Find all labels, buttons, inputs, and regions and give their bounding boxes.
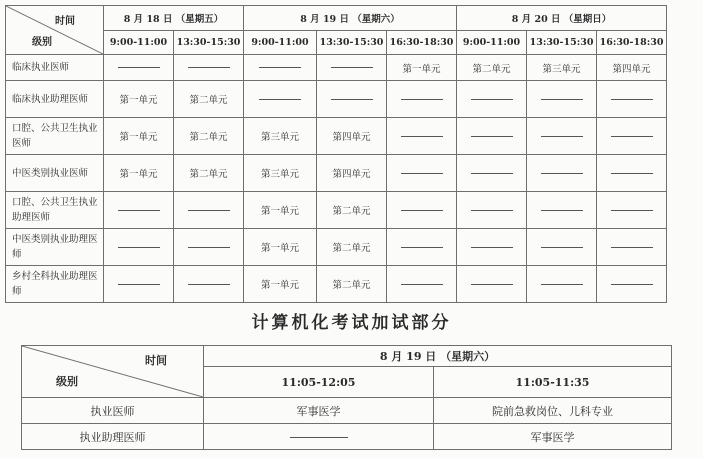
- empty-cell: [174, 229, 244, 266]
- section-title: 计算机化考试加试部分: [251, 313, 452, 333]
- empty-cell: [597, 229, 667, 266]
- unit-cell: 第一单元: [244, 192, 317, 229]
- time-slot-header: 9:00-11:00: [244, 31, 317, 55]
- empty-cell: [387, 118, 457, 155]
- empty-cell: [244, 81, 317, 118]
- table-row: [6, 155, 667, 192]
- dash-line: [541, 210, 583, 211]
- empty-cell: [387, 192, 457, 229]
- dash-line: [611, 210, 653, 211]
- unit-cell: 第二单元: [457, 55, 527, 81]
- unit-cell: 第二单元: [174, 81, 244, 118]
- dash-line: [188, 67, 230, 68]
- category-label: 中医类别执业医师: [6, 155, 104, 192]
- empty-cell: [387, 81, 457, 118]
- empty-cell: [387, 266, 457, 303]
- dash-line: [471, 247, 513, 248]
- unit-cell: 第一单元: [104, 81, 174, 118]
- dash-line: [401, 173, 443, 174]
- dash-line: [471, 284, 513, 285]
- time-slot-header: 11:05-11:35: [434, 367, 672, 398]
- corner-header: [6, 6, 104, 55]
- dash-line: [118, 210, 160, 211]
- empty-cell: [174, 192, 244, 229]
- time-slot-header: 9:00-11:00: [457, 31, 527, 55]
- empty-cell: [317, 55, 387, 81]
- table-row: [6, 55, 667, 81]
- empty-cell: [387, 155, 457, 192]
- empty-cell: [527, 192, 597, 229]
- unit-cell: 第二单元: [174, 155, 244, 192]
- exam-schedule-table: [5, 5, 667, 303]
- corner-time-label: 时间: [55, 16, 75, 27]
- dash-line: [401, 247, 443, 248]
- table-row: [6, 192, 667, 229]
- empty-cell: [174, 55, 244, 81]
- dash-line: [471, 173, 513, 174]
- category-label: 临床执业医师: [6, 55, 104, 81]
- empty-cell: [597, 192, 667, 229]
- dash-line: [188, 284, 230, 285]
- dash-line: [259, 67, 301, 68]
- unit-cell: 第三单元: [527, 55, 597, 81]
- unit-cell: 第二单元: [174, 118, 244, 155]
- empty-cell: [597, 155, 667, 192]
- empty-cell: [174, 266, 244, 303]
- date-header: 8 月 20 日 （星期日）: [457, 6, 667, 31]
- unit-cell: 第二单元: [317, 192, 387, 229]
- dash-line: [188, 210, 230, 211]
- dash-line: [188, 247, 230, 248]
- category-label: 中医类别执业助理医师: [6, 229, 104, 266]
- table-row: [6, 266, 667, 303]
- unit-cell: 第二单元: [317, 266, 387, 303]
- time-slot-header: 16:30-18:30: [597, 31, 667, 55]
- empty-cell: [317, 81, 387, 118]
- dash-line: [541, 247, 583, 248]
- empty-cell: [527, 81, 597, 118]
- category-label: 口腔、公共卫生执业医师: [6, 118, 104, 155]
- dash-line: [118, 67, 160, 68]
- dash-line: [401, 99, 443, 100]
- empty-cell: [457, 118, 527, 155]
- time-slot-header: 16:30-18:30: [387, 31, 457, 55]
- dash-line: [471, 99, 513, 100]
- category-label: 执业助理医师: [22, 424, 204, 450]
- empty-cell: [457, 81, 527, 118]
- empty-cell: [457, 266, 527, 303]
- empty-cell: [104, 192, 174, 229]
- corner-level-label: 级别: [32, 37, 52, 48]
- unit-cell: 第二单元: [317, 229, 387, 266]
- empty-cell: [244, 55, 317, 81]
- empty-cell: [104, 266, 174, 303]
- unit-cell: 军事医学: [434, 424, 672, 450]
- time-slot-header: 13:30-15:30: [317, 31, 387, 55]
- extra-exam-table: [21, 345, 672, 450]
- empty-cell: [457, 192, 527, 229]
- dash-line: [331, 99, 373, 100]
- dash-line: [118, 247, 160, 248]
- dash-line: [611, 284, 653, 285]
- empty-cell: [527, 118, 597, 155]
- time-slot-header: 11:05-12:05: [204, 367, 434, 398]
- dash-line: [471, 136, 513, 137]
- empty-cell: [597, 266, 667, 303]
- dash-line: [471, 210, 513, 211]
- unit-cell: 第一单元: [244, 266, 317, 303]
- table-row: [6, 229, 667, 266]
- dash-line: [541, 173, 583, 174]
- dash-line: [611, 99, 653, 100]
- table-row: [6, 118, 667, 155]
- category-label: 口腔、公共卫生执业助理医师: [6, 192, 104, 229]
- empty-cell: [527, 155, 597, 192]
- empty-cell: [104, 229, 174, 266]
- table-row: [22, 398, 672, 424]
- unit-cell: 第一单元: [104, 118, 174, 155]
- time-slot-header: 13:30-15:30: [527, 31, 597, 55]
- table-row: [6, 81, 667, 118]
- empty-cell: [597, 118, 667, 155]
- unit-cell: 第四单元: [317, 155, 387, 192]
- empty-cell: [597, 81, 667, 118]
- dash-line: [541, 284, 583, 285]
- date-header: 8 月 19 日 （星期六）: [204, 346, 672, 367]
- category-label: 临床执业助理医师: [6, 81, 104, 118]
- dash-line: [611, 247, 653, 248]
- unit-cell: 第四单元: [597, 55, 667, 81]
- dash-line: [401, 210, 443, 211]
- unit-cell: 院前急救岗位、儿科专业: [434, 398, 672, 424]
- unit-cell: 第四单元: [317, 118, 387, 155]
- unit-cell: 军事医学: [204, 398, 434, 424]
- empty-cell: [527, 266, 597, 303]
- empty-cell: [457, 229, 527, 266]
- unit-cell: 第一单元: [244, 229, 317, 266]
- dash-line: [290, 437, 348, 438]
- corner-time-label: 时间: [145, 354, 167, 367]
- empty-cell: [104, 55, 174, 81]
- empty-cell: [387, 229, 457, 266]
- empty-cell: [204, 424, 434, 450]
- empty-cell: [527, 229, 597, 266]
- corner-header: [22, 346, 204, 398]
- dash-line: [259, 99, 301, 100]
- dash-line: [541, 136, 583, 137]
- date-header: 8 月 19 日 （星期六）: [244, 6, 457, 31]
- date-header: 8 月 18 日 （星期五）: [104, 6, 244, 31]
- table-row: [22, 424, 672, 450]
- corner-level-label: 级别: [56, 375, 78, 388]
- unit-cell: 第三单元: [244, 118, 317, 155]
- dash-line: [541, 99, 583, 100]
- dash-line: [401, 284, 443, 285]
- dash-line: [611, 173, 653, 174]
- unit-cell: 第一单元: [387, 55, 457, 81]
- dash-line: [611, 136, 653, 137]
- category-label: 乡村全科执业助理医师: [6, 266, 104, 303]
- empty-cell: [457, 155, 527, 192]
- time-slot-header: 9:00-11:00: [104, 31, 174, 55]
- time-slot-header: 13:30-15:30: [174, 31, 244, 55]
- category-label: 执业医师: [22, 398, 204, 424]
- dash-line: [401, 136, 443, 137]
- dash-line: [331, 67, 373, 68]
- unit-cell: 第三单元: [244, 155, 317, 192]
- dash-line: [118, 284, 160, 285]
- unit-cell: 第一单元: [104, 155, 174, 192]
